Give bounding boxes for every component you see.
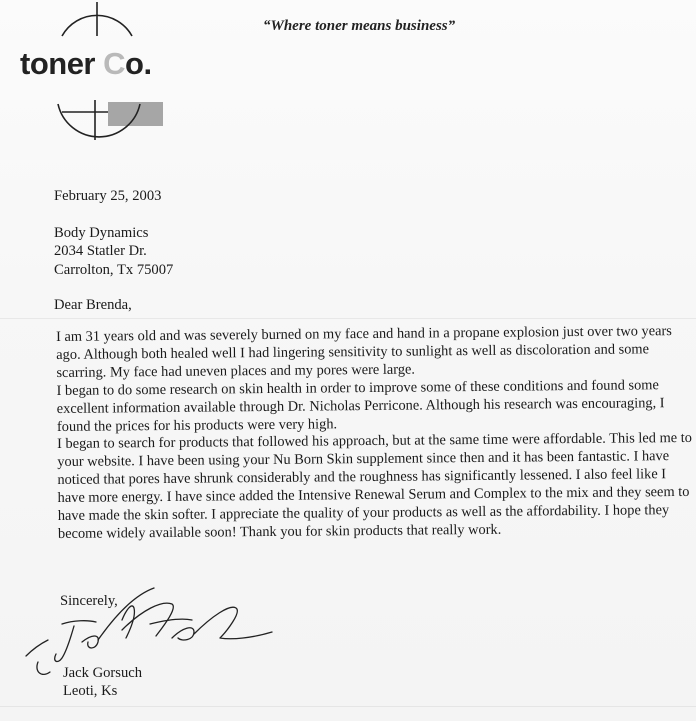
letter-body [56, 323, 694, 544]
signer-block [63, 664, 142, 701]
body-paragraph: I am 31 years old and was severely burned on my face and hand in a propane explosion just over two years ago. Although both healed well I had lingering sensitivity to sunlight as well as discoloration and some scarring. My face had uneven places and my pores were large. [56, 323, 672, 381]
body-paragraph: I began to search for products that followed his approach, but at the same time were affordable. This led me to your website. I have been using your Nu Born Skin supplement since then and it has been fantastic. I have noticed that pores have shrunk considerably and the roughness has significantly lessened. I also feel like I have more energy. I have since added the Intensive Renewal Serum and Complex to the mix and they seem to have made the skin softer. I appreciate the quality of your products as well as the affordability. I hope they become widely available soon! Thank you for skin products that really work. [57, 430, 693, 542]
salutation: Dear Brenda, [54, 297, 132, 313]
handwritten-signature [22, 580, 282, 690]
company-logo [0, 0, 200, 150]
signer-location: Leoti, Ks [63, 683, 118, 700]
paper-fold [0, 318, 696, 319]
signer-name: Jack Gorsuch [63, 665, 143, 681]
recipient-name: Body Dynamics [54, 225, 149, 241]
recipient-city: Carrolton, Tx 75007 [54, 261, 174, 278]
tagline: “Where toner means business” [263, 18, 456, 34]
paper-fold [0, 706, 696, 707]
closing: Sincerely, [60, 593, 118, 609]
company-name: toner Co. [20, 46, 152, 81]
body-paragraph: I began to do some research on skin health in order to improve some of these conditions and found some excellent information available through Dr. Nicholas Perricone. Although his research was encouraging, I found the prices for his products were very high. [56, 376, 665, 435]
recipient-street: 2034 Statler Dr. [54, 243, 147, 260]
letter-date: February 25, 2003 [54, 188, 162, 204]
recipient-address [54, 224, 173, 279]
